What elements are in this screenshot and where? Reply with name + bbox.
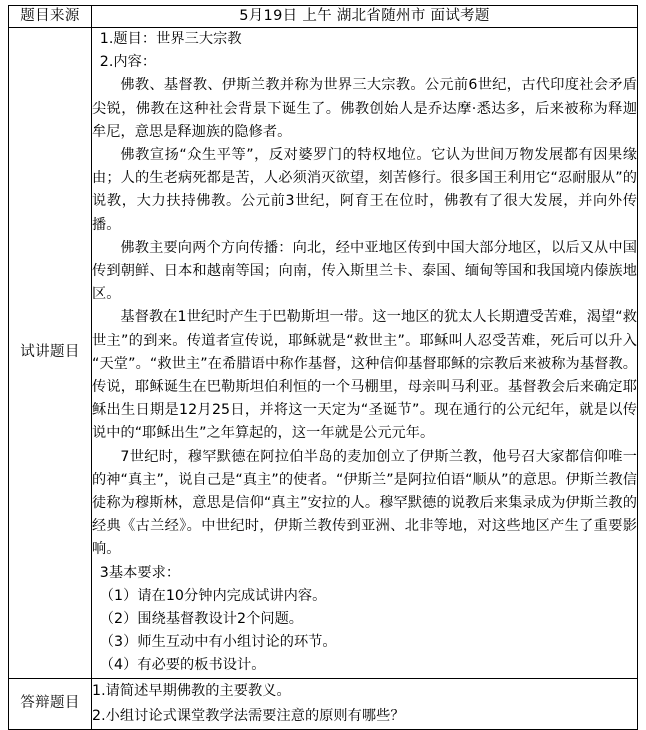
row-label-source: 题目来源 <box>9 6 92 28</box>
lecture-requirement-3: （3）师生互动中有小组讨论的环节。 <box>99 634 337 651</box>
lecture-paragraph-buddhism-origin: 佛教、基督教、伊斯兰教并称为世界三大宗教。公元前6世纪，古代印度社会矛盾尖锐，佛教在这种社会背景下诞生了。佛教创始人是乔达摩·悉达多，后来被称为释迦牟尼，意思是释迦族的隐修者。 <box>92 77 637 140</box>
table-row-source <box>9 6 638 28</box>
exam-question-table <box>8 5 638 730</box>
debate-question-1: 1.请简述早期佛教的主要教义。 <box>92 682 291 699</box>
lecture-paragraph-buddhism-spread: 佛教主要向两个方向传播：向北，经中亚地区传到中国大部分地区，以后又从中国传到朝鲜、日本和越南等国；向南，传入斯里兰卡、泰国、缅甸等国和我国境内傣族地区。 <box>92 239 637 303</box>
lecture-line-requirements-heading: 3基本要求： <box>99 564 181 581</box>
exam-header-title: 5月19日 上午 湖北省随州市 面试考题 <box>92 6 638 28</box>
lecture-requirement-4: （4）有必要的板书设计。 <box>99 657 266 674</box>
lecture-line-content-heading: 2.内容： <box>99 54 157 71</box>
lecture-paragraph-islam: 7世纪时，穆罕默德在阿拉伯半岛的麦加创立了伊斯兰教，他号召大家都信仰唯一的神“真主”，说自己是“真主”的使者。“伊斯兰”是阿拉伯语“顺从”的意思。伊斯兰教信徒称为穆斯林，意思是信仰“真主”安拉的人。穆罕默德的说教后来集录成为伊斯兰教的经典《古兰经》。中世纪时，伊斯兰教传到亚洲、北非等地，对这些地区产生了重要影响。 <box>92 448 637 558</box>
row-label-lecture: 试讲题目 <box>9 28 92 679</box>
table-row-debate <box>9 678 638 729</box>
lecture-paragraph-christianity: 基督教在1世纪时产生于巴勒斯坦一带。这一地区的犹太人长期遭受苦难，渴望“救世主”的到来。传道者宣传说，耶稣就是“救世主”。耶稣叫人忍受苦难，死后可以升入“天堂”。“救世主”在希腊语中称作基督，这种信仰基督耶稣的宗教后来被称为基督教。传说，耶稣诞生在巴勒斯坦伯利恒的一个马棚里，母亲叫马利亚。基督教会后来确定耶稣出生日期是12月25日，并将这一天定为“圣诞节”。现在通行的公元纪年，就是以传说中的“耶稣出生”之年算起的，这一年就是公元元年。 <box>92 309 637 442</box>
debate-question-2: 2.小组讨论式课堂教学法需要注意的原则有哪些？ <box>92 707 405 724</box>
lecture-line-title: 1.题目：世界三大宗教 <box>99 31 242 47</box>
debate-content-cell <box>92 678 638 729</box>
lecture-content-cell <box>92 28 638 679</box>
lecture-paragraph-buddhism-doctrine: 佛教宣扬“众生平等”，反对婆罗门的特权地位。它认为世间万物发展都有因果缘由；人的生老病死都是苦，人必须消灭欲望，刻苦修行。很多国王利用它“忍耐服从”的说教，大力扶持佛教。公元前3世纪，阿育王在位时，佛教有了很大发展，并向外传播。 <box>92 147 637 233</box>
lecture-requirement-2: （2）围绕基督教设计2个问题。 <box>99 611 304 628</box>
table-row-lecture <box>9 28 638 679</box>
lecture-requirement-1: （1）请在10分钟内完成试讲内容。 <box>99 587 327 604</box>
row-label-debate: 答辩题目 <box>9 678 92 729</box>
